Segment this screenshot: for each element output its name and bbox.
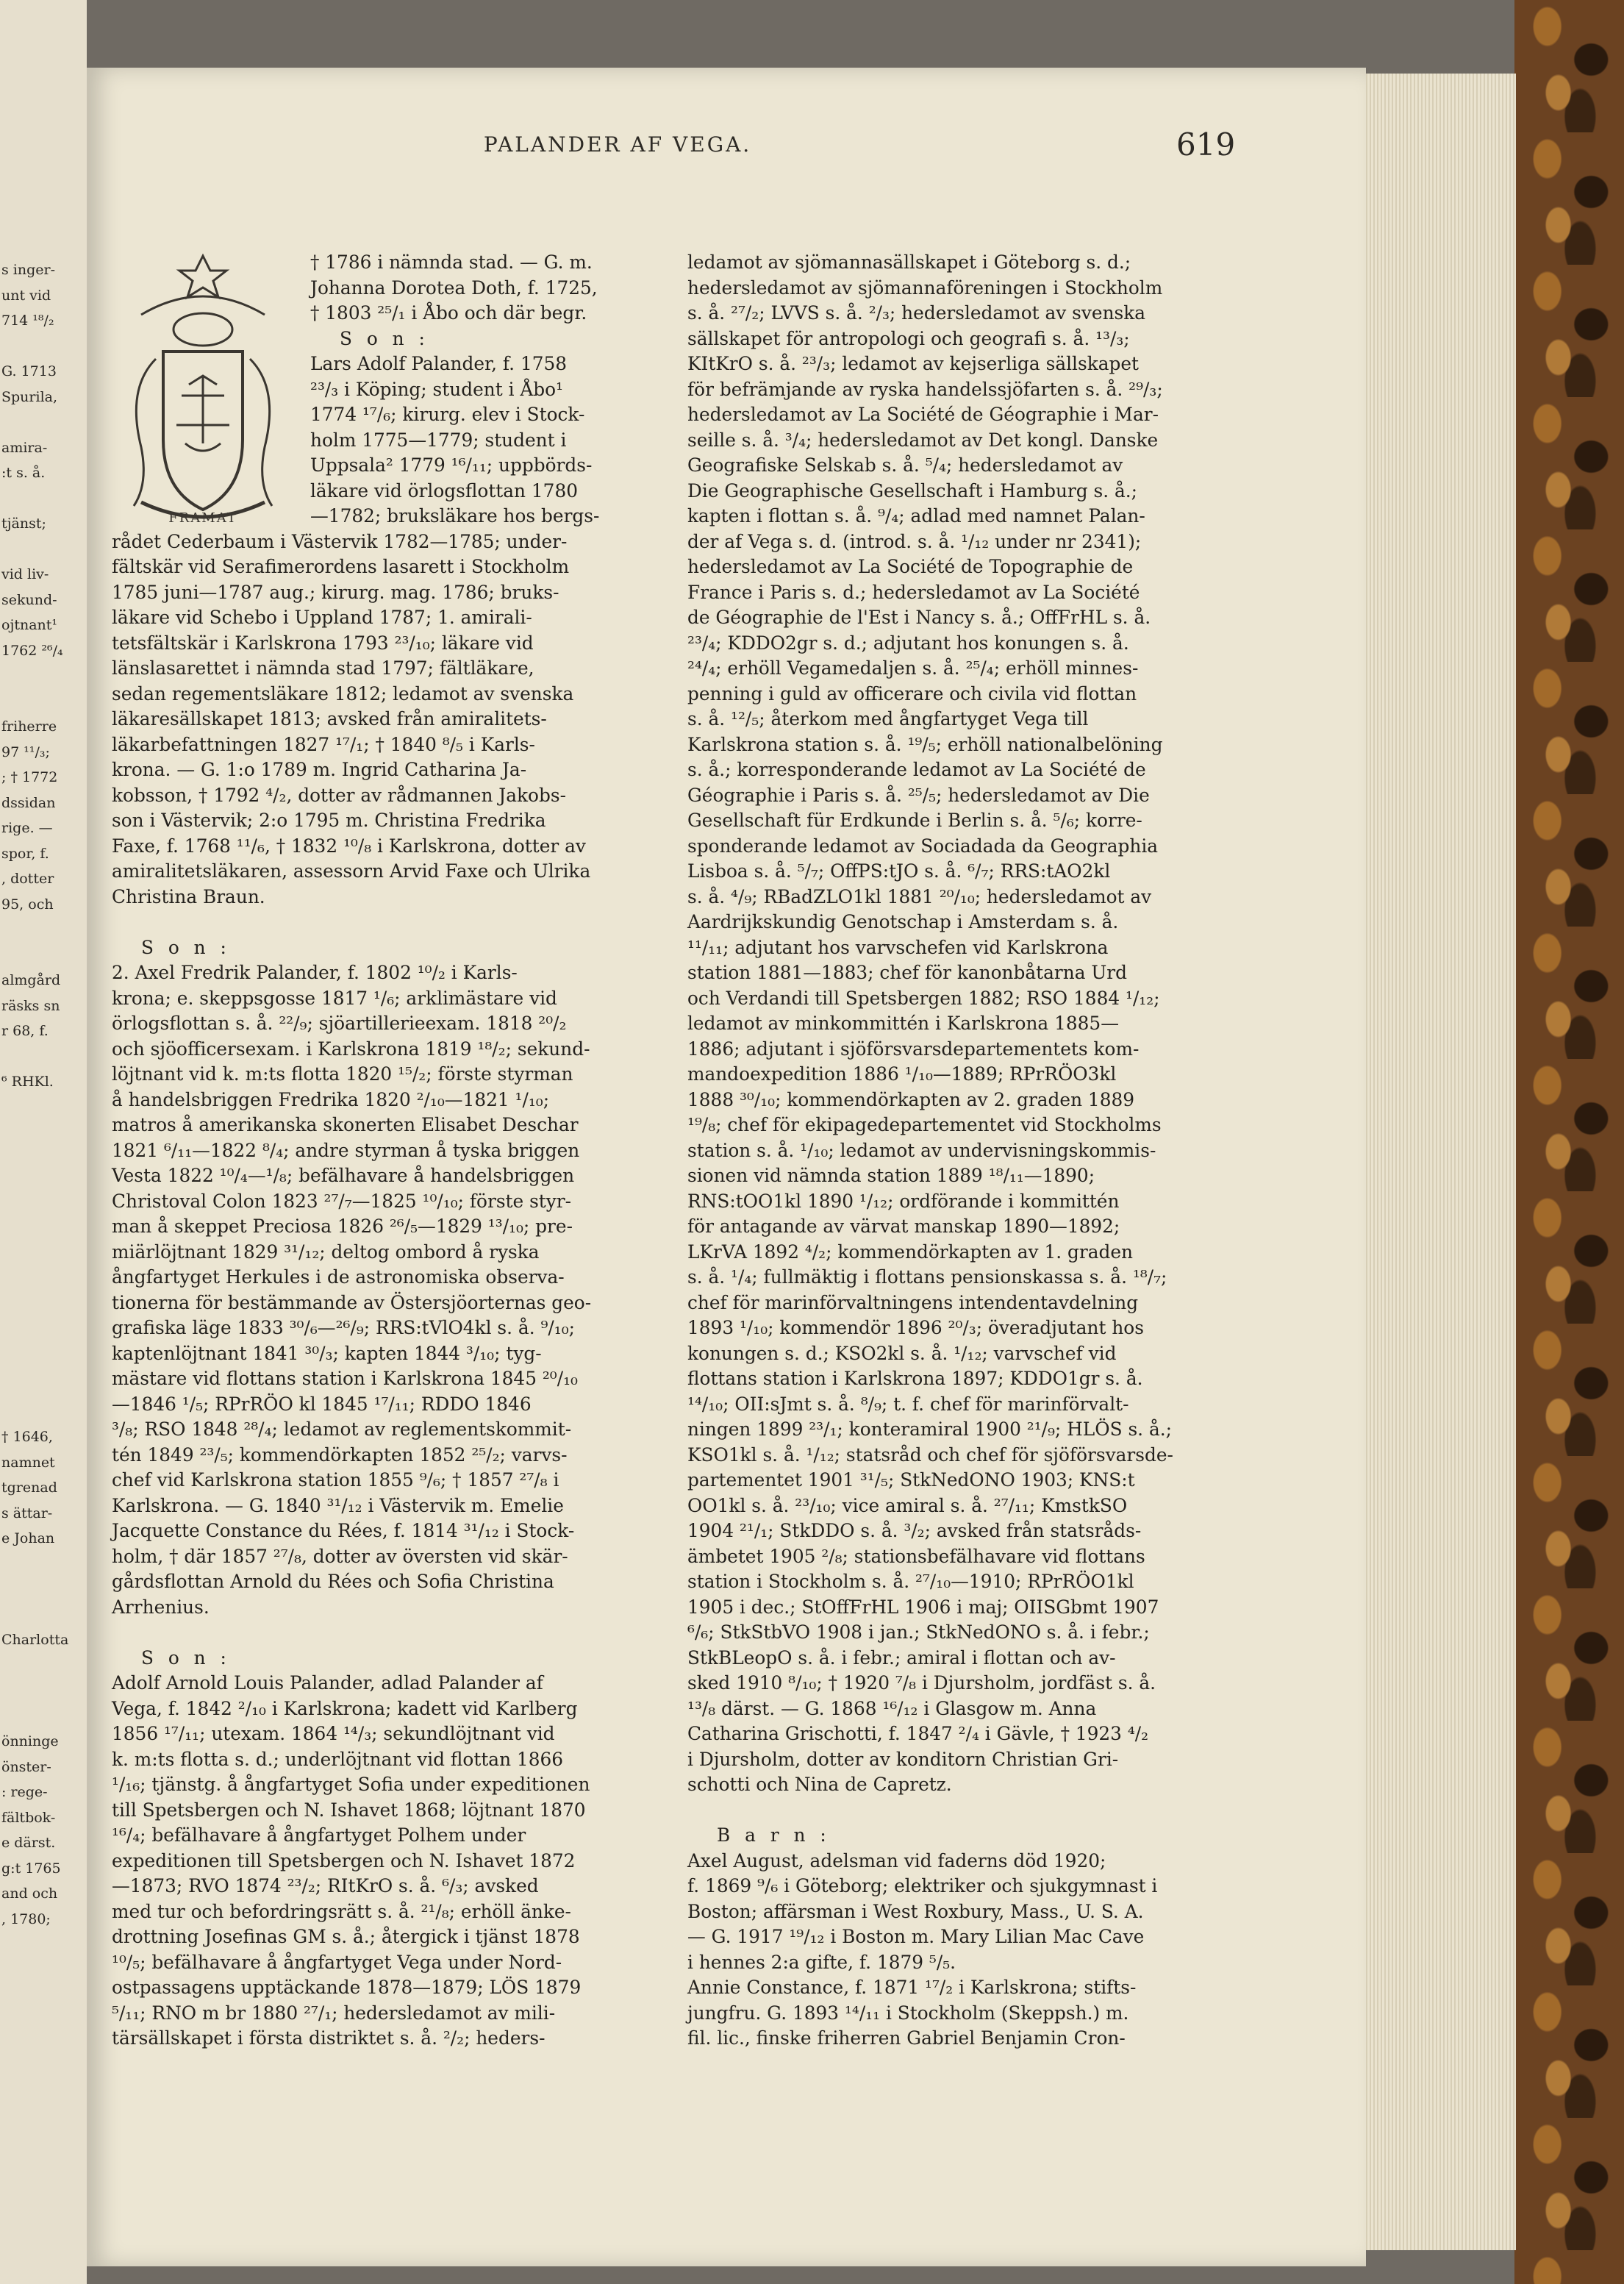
prev-page-fragment: dssidan	[1, 794, 56, 811]
text-line: jungfru. G. 1893 ¹⁴/₁₁ i Stockholm (Skeppsh.) m.	[687, 2002, 1129, 2024]
text-line: 1785 juni—1787 aug.; kirurg. mag. 1786; bruks-	[112, 581, 559, 603]
prev-page-fragment: önster-	[1, 1758, 51, 1775]
prev-page-fragment: 97 ¹¹/₃;	[1, 743, 50, 760]
text-line: sedan regementsläkare 1812; ledamot av svenska	[112, 682, 574, 704]
prev-page-fragment: vid liv-	[1, 566, 49, 582]
text-line: Geografiske Selskab s. å. ⁵/₄; hedersledamot av	[687, 454, 1123, 476]
text-line: Karlskrona. — G. 1840 ³¹/₁₂ i Västervik m. Emelie	[112, 1494, 564, 1516]
text-line: drottning Josefinas GM s. å.; återgick i tjänst 1878	[112, 1926, 580, 1947]
text-line: Gesellschaft für Erdkunde i Berlin s. å. ⁵/₆; korre-	[687, 810, 1142, 831]
prev-page-fragment: G. 1713	[1, 363, 57, 379]
text-line: tetsfältskär i Karlskrona 1793 ²³/₁₀; läkare vid	[112, 632, 534, 654]
text-line: sponderande ledamot av Sociadada da Geographia	[687, 835, 1159, 857]
text-line: OO1kl s. å. ²³/₁₀; vice amiral s. å. ²⁷/₁₁; KmstkSO	[687, 1494, 1128, 1516]
text-line: ¹³/₈ därst. — G. 1868 ¹⁶/₁₂ i Glasgow m. Anna	[687, 1697, 1097, 1719]
text-line	[112, 1620, 659, 1646]
text-line: 1904 ²¹/₁; StkDDO s. å. ³/₂; avsked från statsråds-	[687, 1520, 1142, 1541]
text-line: Lisboa s. å. ⁵/₇; OffPS:tJO s. å. ⁶/₇; RRS:tAO2kl	[687, 860, 1111, 882]
text-line: s. å. ⁴/₉; RBadZLO1kl 1881 ²⁰/₁₀; hedersledamot av	[687, 885, 1152, 907]
text-line: för befrämjande av ryska handelssjöfarten s. å. ²⁹/₃;	[687, 378, 1163, 400]
prev-page-fragment: 714 ¹⁸/₂	[1, 313, 54, 329]
page-number: 619	[1176, 126, 1236, 163]
text-line: grafiska läge 1833 ³⁰/₆—²⁶/₉; RRS:tVlO4kl s. å. ⁹/₁₀;	[112, 1317, 575, 1338]
text-line: RNS:tOO1kl 1890 ¹/₁₂; ordförande i kommittén	[687, 1190, 1120, 1212]
text-line: kaptenlöjtnant 1841 ³⁰/₃; kapten 1844 ³/₁₀; tyg-	[112, 1342, 542, 1364]
prev-page-fragment: , dotter	[1, 871, 54, 887]
text-line: kapten i flottan s. å. ⁹/₄; adlad med namnet Palan-	[687, 505, 1145, 527]
text-line: chef för marinförvaltningens intendentavdelning	[687, 1291, 1139, 1313]
prev-page-fragment: g:t 1765	[1, 1860, 61, 1877]
text-line: son i Västervik; 2:o 1795 m. Christina Fredrika	[112, 810, 546, 831]
text-line: Faxe, f. 1768 ¹¹/₆, † 1832 ¹⁰/₈ i Karlskrona, dotter av	[112, 835, 586, 857]
text-line: f. 1869 ⁹/₆ i Göteborg; elektriker och sjukgymnast i	[687, 1875, 1158, 1896]
text-line: örlogsflottan s. å. ²²/₉; sjöartillerieexam. 1818 ²⁰/₂	[112, 1013, 567, 1034]
text-line: Christoval Colon 1823 ²⁷/₇—1825 ¹⁰/₁₀; förste styr-	[112, 1190, 572, 1212]
text-line	[687, 1798, 1231, 1824]
text-line: ningen 1899 ²³/₁; konteramiral 1900 ²¹/₉; HLÖS s. å.;	[687, 1418, 1172, 1440]
text-line: Vesta 1822 ¹⁰/₄—¹/₈; befälhavare å handelsbriggen	[112, 1165, 575, 1186]
text-line: der af Vega s. d. (introd. s. å. ¹/₁₂ under nr 2341);	[687, 530, 1142, 552]
text-line: Karlskrona station s. å. ¹⁹/₅; erhöll nationalbelöning	[687, 733, 1163, 755]
text-line: ledamot av sjömannasällskapet i Göteborg s. d.;	[687, 251, 1131, 273]
prev-page-fragment: e därst.	[1, 1835, 56, 1851]
text-line: ¹⁶/₄; befälhavare å ångfartyget Polhem under	[112, 1824, 526, 1846]
prev-page-fragment: , 1780;	[1, 1910, 51, 1927]
text-line: Adolf Arnold Louis Palander, adlad Palander af	[112, 1672, 543, 1694]
text-line: och sjöofficersexam. i Karlskrona 1819 ¹⁸/₂; sekund-	[112, 1038, 590, 1060]
text-line: k. m:ts flotta s. d.; underlöjtnant vid flottan 1866	[112, 1748, 564, 1770]
text-line: Aardrijkskundig Genotschap i Amsterdam s. å.	[687, 911, 1119, 932]
text-line: amiralitetsläkaren, assessorn Arvid Faxe och Ulrika	[112, 860, 591, 882]
text-line: tärsällskapet i första distriktet s. å. ²/₂; heders-	[112, 2027, 545, 2049]
text-line: för antagande av värvat manskap 1890—1892;	[687, 1216, 1120, 1237]
text-line: 1905 i dec.; StOffFrHL 1906 i maj; OIISGbmt 1907	[687, 1596, 1159, 1618]
page-stack-edge	[1360, 74, 1516, 2250]
prev-page-fragment: almgård	[1, 972, 61, 988]
text-line: ²³/₃ i Köping; student i Åbo¹	[310, 378, 564, 400]
text-line: i Djursholm, dotter av konditorn Christian Gri-	[687, 1748, 1119, 1770]
text-line: Christina Braun.	[112, 885, 265, 907]
text-line: s. å. ²⁷/₂; LVVS s. å. ²/₃; hedersledamot av svenska	[687, 302, 1146, 324]
crest-motto: FRAMAT	[168, 510, 237, 526]
text-line: miärlöjtnant 1829 ³¹/₁₂; deltog ombord å ryska	[112, 1241, 540, 1263]
prev-page-fragment: önninge	[1, 1733, 59, 1749]
text-line: läkarbefattningen 1827 ¹⁷/₁; † 1840 ⁸/₅ i Karls-	[112, 733, 535, 755]
text-line: 1893 ¹/₁₀; kommendör 1896 ²⁰/₃; överadjutant hos	[687, 1317, 1144, 1338]
text-line: ²⁴/₄; erhöll Vegamedaljen s. å. ²⁵/₄; erhöll minnes-	[687, 657, 1139, 679]
text-line: sked 1910 ⁸/₁₀; † 1920 ⁷/₈ i Djursholm, jordfäst s. å.	[687, 1672, 1156, 1694]
text-line: holm, † där 1857 ²⁷/₈, dotter av översten vid skär-	[112, 1545, 568, 1567]
text-line: chef vid Karlskrona station 1855 ⁹/₆; † 1857 ²⁷/₈ i	[112, 1469, 559, 1491]
column-right	[687, 250, 1231, 2052]
text-line: läkare vid örlogsflottan 1780	[310, 479, 579, 502]
prev-page-fragment: 95, och	[1, 896, 54, 913]
text-line: Uppsala² 1779 ¹⁶/₁₁; uppbörds-	[310, 454, 593, 476]
text-line: schotti och Nina de Capretz.	[687, 1774, 952, 1795]
prev-page-fragment: :t s. å.	[1, 465, 46, 481]
prev-page-fragment: ⁶ RHKl.	[1, 1074, 54, 1090]
text-line: station s. å. ¹/₁₀; ledamot av undervisningskommis-	[687, 1139, 1156, 1161]
prev-page-fragment: and och	[1, 1885, 58, 1902]
text-line: och Verdandi till Spetsbergen 1882; RSO 1884 ¹/₁₂;	[687, 987, 1160, 1009]
text-line: ångfartyget Herkules i de astronomiska observa-	[112, 1266, 565, 1288]
text-line: S o n :	[141, 936, 231, 958]
prev-page-fragment: unt vid	[1, 287, 51, 304]
book-cover-marbled	[1514, 0, 1624, 2284]
text-line: gårdsflottan Arnold du Rées och Sofia Christina	[112, 1571, 554, 1592]
text-line: fältskär vid Serafimerordens lasarett i Stockholm	[112, 556, 570, 577]
text-line: med tur och befordringsrätt s. å. ²¹/₈; erhöll änke-	[112, 1900, 571, 1922]
text-line: Géographie i Paris s. å. ²⁵/₅; hedersledamot av Die	[687, 784, 1150, 806]
text-line: s. å.; korresponderande ledamot av La Société de	[687, 759, 1146, 780]
text-line: LKrVA 1892 ⁴/₂; kommendörkapten av 1. graden	[687, 1241, 1134, 1263]
text-line: Arrhenius.	[112, 1596, 210, 1618]
text-line: läkaresällskapet 1813; avsked från amiralitets-	[112, 708, 547, 729]
text-line: Axel August, adelsman vid faderns död 1920;	[687, 1849, 1106, 1871]
text-line: mandoexpedition 1886 ¹/₁₀—1889; RPrRÖO3kl	[687, 1063, 1117, 1085]
text-line: tionerna för bestämmande av Östersjöorternas geo-	[112, 1291, 592, 1313]
text-line: —1846 ¹/₅; RPrRÖO kl 1845 ¹⁷/₁₁; RDDO 1846	[112, 1393, 532, 1415]
text-line: ¹⁰/₅; befälhavare å ångfartyget Vega under Nord-	[112, 1951, 562, 1973]
text-line: löjtnant vid k. m:ts flotta 1820 ¹⁵/₂; förste styrman	[112, 1063, 573, 1085]
text-line	[112, 910, 659, 935]
text-line: 1774 ¹⁷/₆; kirurg. elev i Stock-	[310, 404, 585, 425]
text-line: fil. lic., finske friherren Gabriel Benjamin Cron-	[687, 2027, 1126, 2049]
text-line: ¹¹/₁₁; adjutant hos varvschefen vid Karlskrona	[687, 936, 1109, 958]
text-line: 1888 ³⁰/₁₀; kommendörkapten av 2. graden 1889	[687, 1088, 1135, 1110]
text-line: ¹⁴/₁₀; OII:sJmt s. å. ⁸/₉; t. f. chef för marinförvalt-	[687, 1393, 1129, 1415]
text-line: rådet Cederbaum i Västervik 1782—1785; under-	[112, 530, 568, 552]
text-line: ⁵/₁₁; RNO m br 1880 ²⁷/₁; hedersledamot av mili-	[112, 2002, 556, 2024]
text-line: Vega, f. 1842 ²/₁₀ i Karlskrona; kadett vid Karlberg	[112, 1697, 578, 1719]
text-line: hedersledamot av La Société de Géographie i Mar-	[687, 404, 1159, 425]
prev-page-fragment: e Johan	[1, 1530, 55, 1546]
text-line: ⁶/₆; StkStbVO 1908 i jan.; StkNedONO s. å. i febr.;	[687, 1621, 1150, 1643]
text-line: station 1881—1883; chef för kanonbåtarna Urd	[687, 962, 1128, 983]
text-line: B a r n :	[717, 1824, 831, 1846]
text-line: Annie Constance, f. 1871 ¹⁷/₂ i Karlskrona; stifts-	[687, 1977, 1137, 1998]
previous-page-edge	[0, 0, 87, 2284]
text-line: † 1803 ²⁵/₁ i Åbo och där begr.	[310, 302, 587, 324]
prev-page-fragment: Charlotta	[1, 1632, 69, 1648]
text-line: matros å amerikanska skonerten Elisabet Deschar	[112, 1114, 579, 1135]
text-line: expeditionen till Spetsbergen och N. Ishavet 1872	[112, 1849, 576, 1871]
text-line: sällskapet för antropologi och geografi s. å. ¹³/₃;	[687, 327, 1130, 349]
prev-page-fragment: rige. —	[1, 820, 53, 836]
text-line: ledamot av minkommittén i Karlskrona 1885—	[687, 1013, 1119, 1034]
text-line: Johanna Dorotea Doth, f. 1725,	[310, 276, 598, 299]
text-line: krona. — G. 1:o 1789 m. Ingrid Catharina Ja-	[112, 759, 527, 780]
prev-page-fragment: spor, f.	[1, 845, 49, 862]
column-left	[112, 250, 659, 2052]
text-line: man å skeppet Preciosa 1826 ²⁶/₅—1829 ¹³/₁₀; pre-	[112, 1216, 573, 1237]
text-line: ämbetet 1905 ²/₈; stationsbefälhavare vid flottans	[687, 1545, 1145, 1567]
text-line: konungen s. d.; KSO2kl s. å. ¹/₁₂; varvschef vid	[687, 1342, 1117, 1364]
text-line: 1821 ⁶/₁₁—1822 ⁸/₄; andre styrman å tyska briggen	[112, 1139, 580, 1161]
prev-page-fragment: fältbok-	[1, 1809, 56, 1826]
prev-page-fragment: friherre	[1, 718, 57, 735]
text-line: — G. 1917 ¹⁹/₁₂ i Boston m. Mary Lilian Mac Cave	[687, 1926, 1145, 1947]
prev-page-fragment: namnet	[1, 1454, 55, 1471]
text-line: partementet 1901 ³¹/₅; StkNedONO 1903; KNS:t	[687, 1469, 1135, 1491]
text-line: France i Paris s. d.; hedersledamot av La Société	[687, 581, 1140, 603]
prev-page-fragment: s inger-	[1, 262, 56, 278]
text-line: 1886; adjutant i sjöförsvarsdepartementets kom-	[687, 1038, 1140, 1060]
prev-page-fragment: sekund-	[1, 591, 57, 608]
text-line: 2. Axel Fredrik Palander, f. 1802 ¹⁰/₂ i Karls-	[112, 962, 518, 983]
text-line: S o n :	[340, 327, 429, 349]
text-line: holm 1775—1779; student i	[310, 429, 567, 451]
prev-page-fragment: amira-	[1, 439, 48, 456]
prev-page-fragment: Spurila,	[1, 388, 58, 405]
text-line: krona; e. skeppsgosse 1817 ¹/₆; arklimästare vid	[112, 987, 557, 1009]
prev-page-fragment: s ättar-	[1, 1505, 53, 1521]
text-line: seille s. å. ³/₄; hedersledamot av Det kongl. Danske	[687, 429, 1159, 451]
text-line: hedersledamot av La Société de Topographie de	[687, 556, 1134, 577]
text-line: å handelsbriggen Fredrika 1820 ²/₁₀—1821 ¹/₁₀;	[112, 1088, 550, 1110]
text-line: tén 1849 ²³/₅; kommendörkapten 1852 ²⁵/₂; varvs-	[112, 1443, 568, 1466]
prev-page-fragment: † 1646,	[1, 1429, 53, 1445]
running-header: PALANDER AF VEGA.	[483, 132, 752, 157]
text-line: sionen vid nämnda station 1889 ¹⁸/₁₁—1890;	[687, 1165, 1095, 1186]
prev-page-fragment: ; † 1772	[1, 769, 58, 785]
text-line: kobsson, † 1792 ⁴/₂, dotter av rådmannen Jakobs-	[112, 784, 566, 806]
text-line: s. å. ¹/₄; fullmäktig i flottans pensionskassa s. å. ¹⁸/₇;	[687, 1266, 1167, 1288]
text-line: KSO1kl s. å. ¹/₁₂; statsråd och chef för sjöförsvarsde-	[687, 1443, 1173, 1466]
text-line: mästare vid flottans station i Karlskrona 1845 ²⁰/₁₀	[112, 1368, 578, 1389]
text-line: penning i guld av officerare och civila vid flottan	[687, 682, 1137, 704]
text-line: 1856 ¹⁷/₁₁; utexam. 1864 ¹⁴/₃; sekundlöjtnant vid	[112, 1723, 555, 1744]
prev-page-fragment: tgrenad	[1, 1480, 57, 1496]
text-line: Boston; affärsman i West Roxbury, Mass., U. S. A.	[687, 1900, 1144, 1922]
text-line: † 1786 i nämnda stad. — G. m.	[310, 251, 593, 273]
text-line: s. å. ¹²/₅; återkom med ångfartyget Vega till	[687, 708, 1089, 729]
text-line: station i Stockholm s. å. ²⁷/₁₀—1910; RPrRÖO1kl	[687, 1571, 1134, 1592]
text-line: Die Geographische Gesellschaft i Hamburg s. å.;	[687, 479, 1138, 502]
text-line: ²³/₄; KDDO2gr s. d.; adjutant hos konungen s. å.	[687, 632, 1129, 654]
text-line: ¹/₁₆; tjänstg. å ångfartyget Sofia under expeditionen	[112, 1774, 590, 1795]
text-line: Catharina Grischotti, f. 1847 ²/₄ i Gävle, † 1923 ⁴/₂	[687, 1723, 1149, 1744]
text-line: ¹⁹/₈; chef för ekipagedepartementet vid Stockholms	[687, 1114, 1162, 1135]
prev-page-fragment: : rege-	[1, 1784, 48, 1800]
text-line: läkare vid Schebo i Uppland 1787; 1. amirali-	[112, 607, 532, 628]
text-line: till Spetsbergen och N. Ishavet 1868; löjtnant 1870	[112, 1799, 586, 1821]
prev-page-fragment: r 68, f.	[1, 1023, 49, 1039]
text-line: S o n :	[141, 1646, 231, 1669]
text-line: Lars Adolf Palander, f. 1758	[310, 353, 568, 374]
text-line: de Géographie de l'Est i Nancy s. å.; OffFrHL s. å.	[687, 607, 1151, 628]
text-line: —1873; RVO 1874 ²³/₂; RItKrO s. å. ⁶/₃; avsked	[112, 1875, 539, 1896]
text-line: flottans station i Karlskrona 1897; KDDO1gr s. å.	[687, 1368, 1143, 1389]
prev-page-fragment: räsks sn	[1, 997, 60, 1014]
text-line: ostpassagens upptäckande 1878—1879; LÖS 1879	[112, 1977, 582, 1998]
text-line: KItKrO s. å. ²³/₃; ledamot av kejserliga sällskapet	[687, 353, 1140, 374]
text-line: länslasarettet i nämnda stad 1797; fältläkare,	[112, 657, 534, 679]
text-line: Jacquette Constance du Rées, f. 1814 ³¹/₁₂ i Stock-	[112, 1520, 575, 1541]
prev-page-fragment: ojtnant¹	[1, 617, 58, 633]
text-line: i hennes 2:a gifte, f. 1879 ⁵/₅.	[687, 1951, 956, 1973]
text-line: ³/₈; RSO 1848 ²⁸/₄; ledamot av reglementskommit-	[112, 1418, 572, 1440]
text-line: —1782; bruksläkare hos bergs-	[310, 505, 600, 527]
text-line: hedersledamot av sjömannaföreningen i Stockholm	[687, 276, 1163, 299]
prev-page-fragment: 1762 ²⁶/₄	[1, 642, 63, 659]
text-line: StkBLeopO s. å. i febr.; amiral i flottan och av-	[687, 1646, 1116, 1669]
prev-page-fragment: tjänst;	[1, 515, 46, 532]
